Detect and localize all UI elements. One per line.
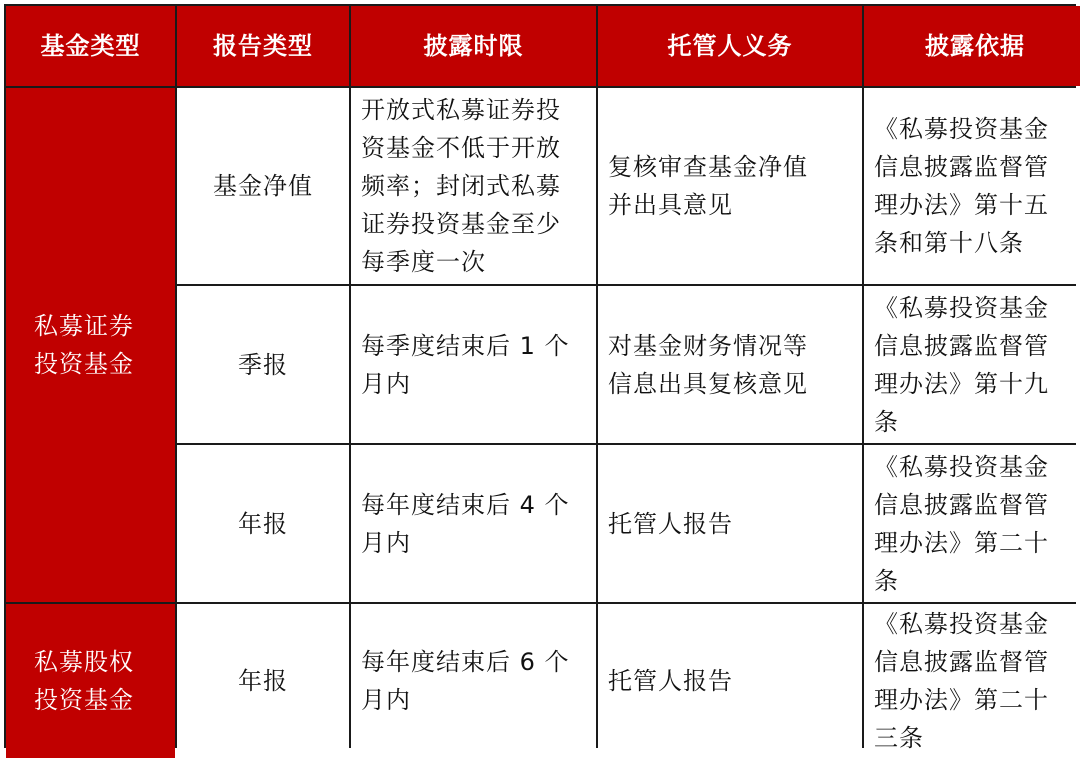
header-fund-type bbox=[6, 6, 175, 86]
report-type-label: 基金净值 bbox=[213, 172, 313, 200]
duty-cell bbox=[598, 286, 862, 443]
disclosure-table bbox=[4, 4, 1076, 752]
header-deadline bbox=[351, 6, 596, 86]
duty-text: 托管人报告 bbox=[608, 509, 733, 538]
header-basis bbox=[864, 6, 1080, 86]
report-type-cell bbox=[177, 445, 349, 602]
header-label: 托管人义务 bbox=[667, 32, 793, 60]
report-type-cell bbox=[177, 88, 349, 284]
duty-cell bbox=[598, 445, 862, 602]
basis-text: 《私募投资基金 信息披露监督管 理办法》第十九 条 bbox=[874, 293, 1049, 436]
duty-cell bbox=[598, 88, 862, 284]
duty-text: 托管人报告 bbox=[608, 667, 733, 695]
fund-type-cell bbox=[6, 88, 175, 602]
duty-cell bbox=[598, 604, 862, 758]
deadline-cell bbox=[351, 445, 596, 602]
header-label: 披露依据 bbox=[925, 32, 1025, 60]
report-type-cell bbox=[177, 286, 349, 443]
basis-cell bbox=[864, 286, 1080, 443]
duty-text: 复核审查基金净值 并出具意见 bbox=[608, 153, 808, 219]
deadline-text: 每年度结束后 6 个 月内 bbox=[361, 648, 570, 714]
basis-cell bbox=[864, 604, 1080, 758]
report-type-cell bbox=[177, 604, 349, 758]
report-type-label: 季报 bbox=[238, 350, 288, 379]
deadline-cell bbox=[351, 286, 596, 443]
fund-type-cell bbox=[6, 604, 175, 758]
header-label: 披露时限 bbox=[423, 32, 524, 60]
basis-cell bbox=[864, 88, 1080, 284]
basis-text: 《私募投资基金 信息披露监督管 理办法》第二十 三条 bbox=[874, 610, 1049, 752]
fund-type-label: 私募证券 投资基金 bbox=[34, 312, 134, 378]
header-report-type bbox=[177, 6, 349, 86]
header-label: 基金类型 bbox=[40, 32, 141, 60]
deadline-text: 开放式私募证券投 资基金不低于开放 频率；封闭式私募 证券投资基金至少 每季度一次 bbox=[361, 96, 561, 276]
fund-type-label: 私募股权 投资基金 bbox=[34, 648, 134, 714]
deadline-text: 每年度结束后 4 个 月内 bbox=[361, 490, 570, 557]
basis-text: 《私募投资基金 信息披露监督管 理办法》第十五 条和第十八条 bbox=[874, 115, 1049, 257]
deadline-cell bbox=[351, 88, 596, 284]
deadline-text: 每季度结束后 1 个 月内 bbox=[361, 331, 570, 398]
header-label: 报告类型 bbox=[213, 32, 313, 60]
report-type-label: 年报 bbox=[238, 509, 288, 538]
deadline-cell bbox=[351, 604, 596, 758]
header-custodian-duty bbox=[598, 6, 862, 86]
basis-cell bbox=[864, 445, 1080, 602]
duty-text: 对基金财务情况等 信息出具复核意见 bbox=[608, 331, 808, 398]
basis-text: 《私募投资基金 信息披露监督管 理办法》第二十 条 bbox=[874, 452, 1049, 595]
report-type-label: 年报 bbox=[238, 667, 288, 695]
